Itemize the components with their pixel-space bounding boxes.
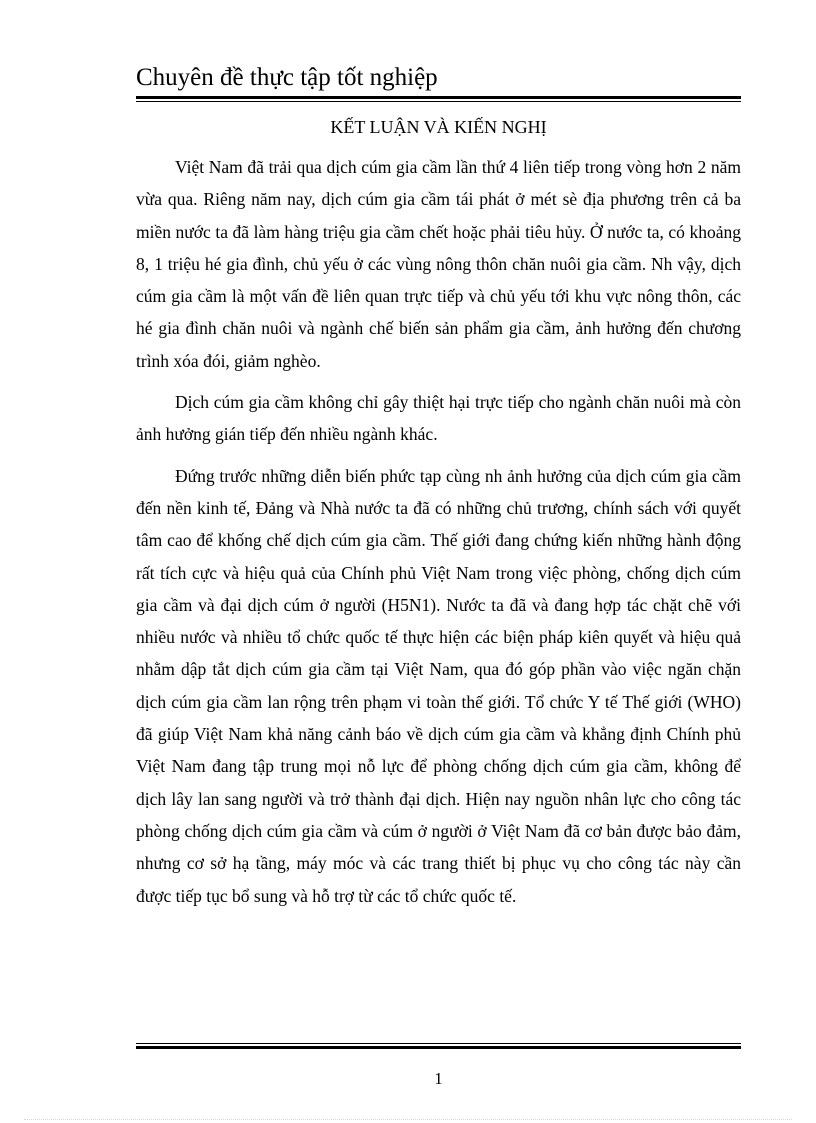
header-rule-thin [136, 101, 741, 102]
paragraph-3: Đứng trước những diễn biến phức tạp cùng nh ảnh hưởng của dịch cúm gia cầm đến nền kinh tế, Đảng và Nhà nước ta đã có những chủ trương, chính sách với quyết tâm cao để khống chế dịch cúm gia cầm. Thế giới đang chứng kiến những hành động rất tích cực và hiệu quả của Chính phủ Việt Nam trong việc phòng, chống dịch cúm gia cầm và đại dịch cúm ở người (H5N1). Nước ta đã và đang hợp tác chặt chẽ với nhiều nước và nhiều tổ chức quốc tế thực hiện các biện pháp kiên quyết và hiệu quả nhằm dập tắt dịch cúm gia cầm tại Việt Nam, qua đó góp phần vào việc ngăn chặn dịch cúm gia cầm lan rộng trên phạm vi toàn thế giới. Tổ chức Y tế Thế giới (WHO) đã giúp Việt Nam khả năng cảnh báo về dịch cúm gia cầm và khẳng định Chính phủ Việt Nam đang tập trung mọi nỗ lực để phòng chống dịch cúm gia cầm, không để dịch lây lan sang người và trở thành đại dịch. Hiện nay nguồn nhân lực cho công tác phòng chống dịch cúm gia cầm và cúm ở người ở Việt Nam đã cơ bản được bảo đảm, nhưng cơ sở hạ tầng, máy móc và các trang thiết bị phục vụ cho công tác này cần được tiếp tục bổ sung và hỗ trợ từ các tổ chức quốc tế. [136, 465, 741, 906]
page-number: 1 [434, 1069, 443, 1088]
section-heading: KẾT LUẬN VÀ KIẾN NGHỊ [330, 117, 547, 137]
footer-rule-thick [136, 1046, 741, 1049]
page-break-dots [24, 1119, 792, 1120]
paragraph-2: Dịch cúm gia cầm không chỉ gây thiệt hại trực tiếp cho ngành chăn nuôi mà còn ảnh hưởng gián tiếp đến nhiều ngành khác. [136, 392, 741, 445]
paragraph-1: Việt Nam đã trải qua dịch cúm gia cầm lần thứ 4 liên tiếp trong vòng hơn 2 năm vừa qua. Riêng năm nay, dịch cúm gia cầm tái phát ở mét sè địa phương trên cả ba miền nước ta đã làm hàng triệu gia cầm chết hoặc phải tiêu hủy. Ở nước ta, có khoảng 8, 1 triệu hé gia đình, chủ yếu ở các vùng nông thôn chăn nuôi gia cầm. Nh vậy, dịch cúm gia cầm là một vấn đề liên quan trực tiếp và chủ yếu tới khu vực nông thôn, các hé gia đình chăn nuôi và ngành chế biến sản phẩm gia cầm, ảnh hưởng đến chương trình xóa đói, giảm nghèo. [136, 157, 741, 371]
body-text [136, 151, 741, 921]
header-rule-thick [136, 96, 741, 99]
header-title: Chuyên đề thực tập tốt nghiệp [136, 64, 438, 91]
footer-rule-thin [136, 1043, 741, 1044]
